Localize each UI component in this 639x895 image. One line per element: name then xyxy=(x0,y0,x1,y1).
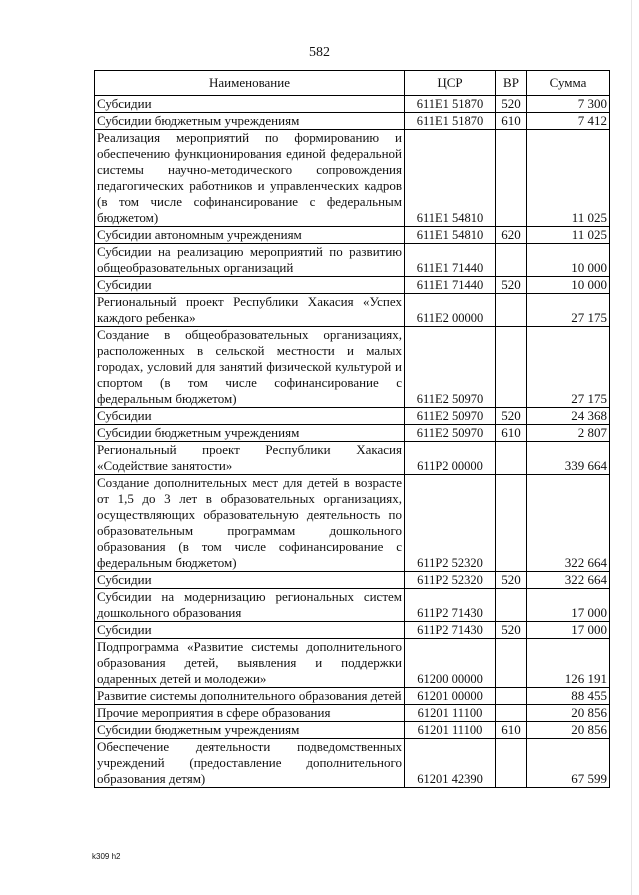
row-vr-cell xyxy=(496,705,527,722)
row-name-cell: Создание дополнительных мест для детей в возрасте от 1,5 до 3 лет в образовательных организациях, осуществляющих образовательную деятельность по образовательным программам дошкольного образования (в том числе софинансирование с федеральным бюджетом) xyxy=(95,475,405,572)
row-sum-cell: 67 599 xyxy=(527,739,610,788)
row-csr-cell: 611Е2 50970 xyxy=(405,425,496,442)
row-csr-cell: 611Р2 00000 xyxy=(405,442,496,475)
row-csr-cell: 611Е2 00000 xyxy=(405,294,496,327)
row-name-cell: Подпрограмма «Развитие системы дополнительного образования детей, выявления и поддержки одаренных детей и молодежи» xyxy=(95,639,405,688)
row-sum-cell: 11 025 xyxy=(527,130,610,227)
footer-code: k309 h2 xyxy=(92,852,121,861)
row-vr-cell xyxy=(496,327,527,408)
table-row xyxy=(95,113,610,130)
table-row xyxy=(95,572,610,589)
row-sum-cell: 2 807 xyxy=(527,425,610,442)
table-row xyxy=(95,722,610,739)
table-row xyxy=(95,622,610,639)
row-sum-cell: 20 856 xyxy=(527,705,610,722)
row-vr-cell: 520 xyxy=(496,408,527,425)
row-vr-cell xyxy=(496,442,527,475)
row-csr-cell: 611Е1 51870 xyxy=(405,96,496,113)
table-body xyxy=(95,96,610,788)
row-vr-cell xyxy=(496,589,527,622)
row-sum-cell: 27 175 xyxy=(527,327,610,408)
row-csr-cell: 611Р2 71430 xyxy=(405,622,496,639)
table-row xyxy=(95,408,610,425)
row-sum-cell: 20 856 xyxy=(527,722,610,739)
row-csr-cell: 611Е1 51870 xyxy=(405,113,496,130)
scan-edge-line xyxy=(631,0,632,895)
page-number: 582 xyxy=(309,45,330,60)
header-sum: Сумма xyxy=(527,71,610,96)
row-sum-cell: 17 000 xyxy=(527,622,610,639)
row-csr-cell: 611Е1 71440 xyxy=(405,244,496,277)
row-name-cell: Субсидии бюджетным учреждениям xyxy=(95,722,405,739)
table-row xyxy=(95,639,610,688)
row-name-cell: Региональный проект Республики Хакасия «Успех каждого ребенка» xyxy=(95,294,405,327)
row-sum-cell: 7 412 xyxy=(527,113,610,130)
table-row xyxy=(95,739,610,788)
row-vr-cell xyxy=(496,294,527,327)
row-vr-cell xyxy=(496,739,527,788)
row-sum-cell: 88 455 xyxy=(527,688,610,705)
row-csr-cell: 611Р2 71430 xyxy=(405,589,496,622)
row-name-cell: Региональный проект Республики Хакасия «Содействие занятости» xyxy=(95,442,405,475)
row-csr-cell: 611Р2 52320 xyxy=(405,475,496,572)
row-csr-cell: 61200 00000 xyxy=(405,639,496,688)
row-sum-cell: 322 664 xyxy=(527,475,610,572)
row-csr-cell: 611Е2 50970 xyxy=(405,408,496,425)
row-name-cell: Субсидии xyxy=(95,96,405,113)
row-vr-cell: 520 xyxy=(496,277,527,294)
table-row xyxy=(95,277,610,294)
row-vr-cell xyxy=(496,130,527,227)
header-name: Наименование xyxy=(95,71,405,96)
row-sum-cell: 24 368 xyxy=(527,408,610,425)
table-row xyxy=(95,475,610,572)
row-vr-cell xyxy=(496,475,527,572)
row-name-cell: Субсидии автономным учреждениям xyxy=(95,227,405,244)
row-name-cell: Реализация мероприятий по формированию и обеспечению функционирования единой федеральной системы научно-методического сопровождения педагогических работников и управленческих кадров (в том числе софинансирование с федеральным бюджетом) xyxy=(95,130,405,227)
table-row xyxy=(95,130,610,227)
row-vr-cell: 520 xyxy=(496,572,527,589)
row-name-cell: Создание в общеобразовательных организациях, расположенных в сельской местности и малых городах, условий для занятий физической культурой и спортом (в том числе софинансирование с федеральным бюджетом) xyxy=(95,327,405,408)
header-csr: ЦСР xyxy=(405,71,496,96)
row-vr-cell xyxy=(496,688,527,705)
row-vr-cell: 610 xyxy=(496,113,527,130)
row-sum-cell: 17 000 xyxy=(527,589,610,622)
row-name-cell: Развитие системы дополнительного образования детей xyxy=(95,688,405,705)
row-csr-cell: 61201 42390 xyxy=(405,739,496,788)
row-sum-cell: 11 025 xyxy=(527,227,610,244)
row-csr-cell: 611Р2 52320 xyxy=(405,572,496,589)
table-row xyxy=(95,227,610,244)
table-row xyxy=(95,327,610,408)
row-name-cell: Субсидии бюджетным учреждениям xyxy=(95,113,405,130)
table-row xyxy=(95,688,610,705)
row-sum-cell: 126 191 xyxy=(527,639,610,688)
row-name-cell: Субсидии на реализацию мероприятий по развитию общеобразовательных организаций xyxy=(95,244,405,277)
row-name-cell: Субсидии xyxy=(95,622,405,639)
row-csr-cell: 611Е2 50970 xyxy=(405,327,496,408)
row-name-cell: Субсидии xyxy=(95,408,405,425)
row-csr-cell: 61201 11100 xyxy=(405,722,496,739)
table-header-row xyxy=(95,71,610,96)
table-row xyxy=(95,244,610,277)
row-csr-cell: 61201 11100 xyxy=(405,705,496,722)
row-vr-cell: 620 xyxy=(496,227,527,244)
row-sum-cell: 322 664 xyxy=(527,572,610,589)
row-csr-cell: 611Е1 54810 xyxy=(405,130,496,227)
row-sum-cell: 10 000 xyxy=(527,277,610,294)
row-name-cell: Обеспечение деятельности подведомственных учреждений (предоставление дополнительного образования детям) xyxy=(95,739,405,788)
row-vr-cell: 520 xyxy=(496,96,527,113)
table-row xyxy=(95,294,610,327)
row-name-cell: Субсидии xyxy=(95,572,405,589)
row-csr-cell: 611Е1 71440 xyxy=(405,277,496,294)
row-csr-cell: 611Е1 54810 xyxy=(405,227,496,244)
row-vr-cell: 610 xyxy=(496,425,527,442)
row-sum-cell: 10 000 xyxy=(527,244,610,277)
row-name-cell: Субсидии бюджетным учреждениям xyxy=(95,425,405,442)
header-vr: ВР xyxy=(496,71,527,96)
row-vr-cell: 520 xyxy=(496,622,527,639)
row-sum-cell: 7 300 xyxy=(527,96,610,113)
table-row xyxy=(95,589,610,622)
row-sum-cell: 339 664 xyxy=(527,442,610,475)
row-name-cell: Субсидии xyxy=(95,277,405,294)
budget-table xyxy=(94,70,610,788)
row-name-cell: Прочие мероприятия в сфере образования xyxy=(95,705,405,722)
row-vr-cell xyxy=(496,244,527,277)
table-row xyxy=(95,705,610,722)
table-row xyxy=(95,425,610,442)
row-sum-cell: 27 175 xyxy=(527,294,610,327)
table-row xyxy=(95,96,610,113)
table-row xyxy=(95,442,610,475)
row-vr-cell xyxy=(496,639,527,688)
row-name-cell: Субсидии на модернизацию региональных систем дошкольного образования xyxy=(95,589,405,622)
row-csr-cell: 61201 00000 xyxy=(405,688,496,705)
row-vr-cell: 610 xyxy=(496,722,527,739)
